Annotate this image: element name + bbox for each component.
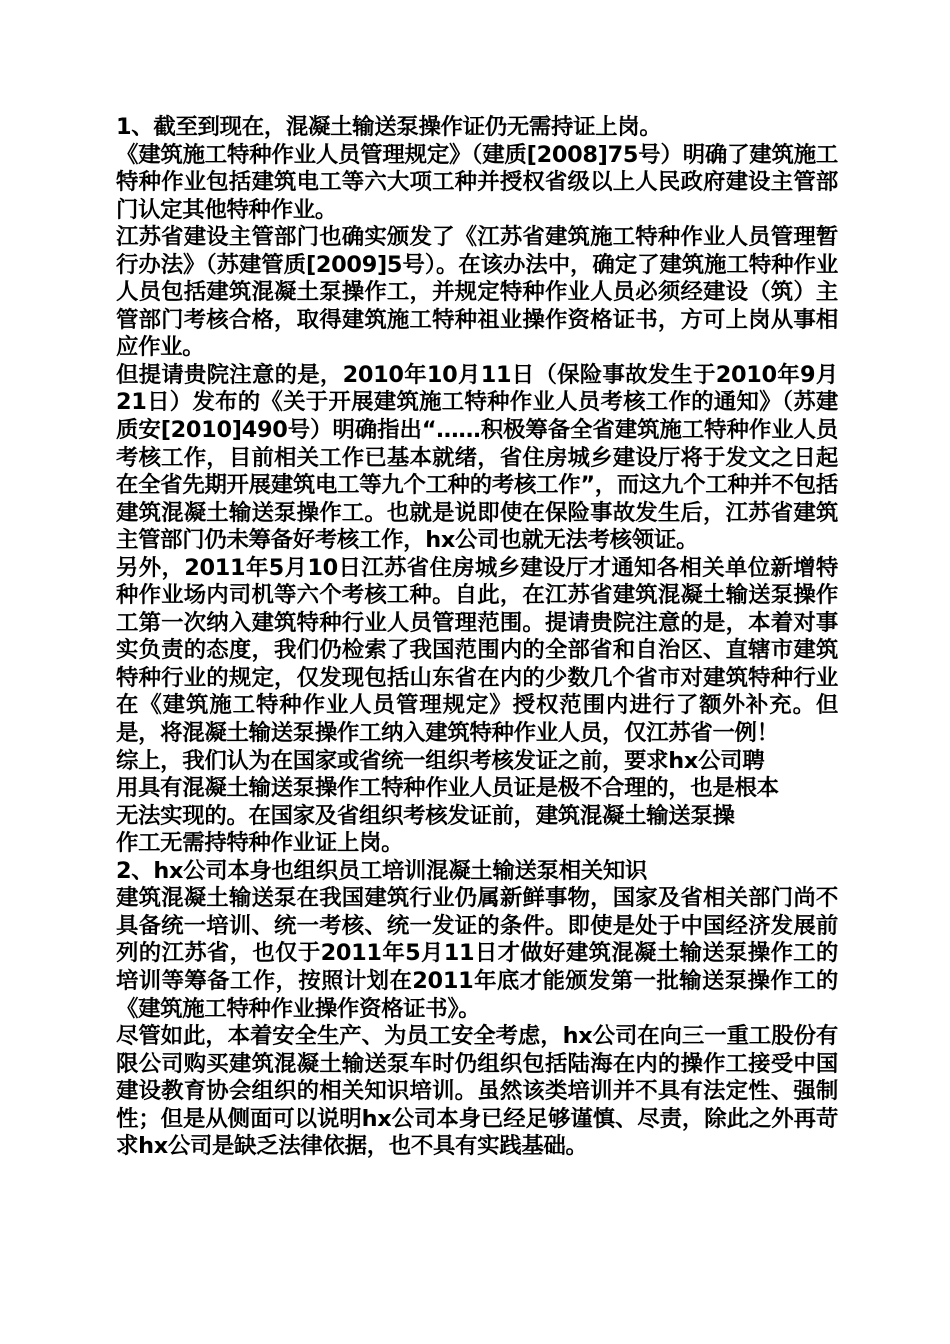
paragraph-2011-notice: 另外，2011年5月10日江苏省住房城乡建设厅才通知各相关单位新增特种作业场内司机等六个考核工种。自此，在江苏省建筑混凝土输送泵操作工第一次纳入建筑特种行业人员管理范围。提请贵院注意的是，本着对事实负责的态度，我们仍检索了我国范围内的全部省和自治区、直辖市建筑特种行业的规定，仅发现包括山东省在内的少数几个省市对建筑特种行业在《建筑施工特种作业人员管理规定》授权范围内进行了额外补充。但是，将混凝土输送泵操作工纳入建筑特种作业人员，仅江苏省一例！ xyxy=(116,554,838,747)
paragraph-jiangsu-measures: 江苏省建设主管部门也确实颁发了《江苏省建筑施工特种作业人员管理暂行办法》（苏建管质[2009]5号）。在该办法中，确定了建筑施工特种作业人员包括建筑混凝土泵操作工，并规定特种作业人员必须经建设（筑）主管部门考核合格，取得建筑施工特种祖业操作资格证书，方可上岗从事相应作业。 xyxy=(116,224,838,361)
conclusion-line: 无法实现的。在国家及省组织考核发证前，建筑混凝土输送泵操 xyxy=(116,802,735,829)
paragraph-2010-notice: 但提请贵院注意的是，2010年10月11日（保险事故发生于2010年9月21日）发布的《关于开展建筑施工特种作业人员考核工作的通知》（苏建质安[2010]490号）明确指出“……积极筹备全省建筑施工特种作业人员考核工作，目前相关工作已基本就绪，省住房城乡建设厅将于发文之日起在全省先期开展建筑电工等九个工种的考核工作”，而这九个工种并不包括建筑混凝土输送泵操作工。也就是说即使在保险事故发生后，江苏省建筑主管部门仍未筹备好考核工作，hx公司也就无法考核领证。 xyxy=(116,361,838,554)
conclusion-line: 作工无需持特种作业证上岗。 xyxy=(116,830,404,857)
document-body xyxy=(116,114,838,1161)
conclusion-line: 用具有混凝土输送泵操作工特种作业人员证是极不合理的，也是根本 xyxy=(116,775,779,802)
paragraph-new-technology: 建筑混凝土输送泵在我国建筑行业仍属新鲜事物，国家及省相关部门尚不具备统一培训、统一考核、统一发证的条件。即使是处于中国经济发展前列的江苏省，也仅于2011年5月11日才做好建筑混凝土输送泵操作工的培训等筹备工作，按照计划在2011年底才能颁发第一批输送泵操作工的《建筑施工特种作业操作资格证书》。 xyxy=(116,885,838,1022)
paragraph-training: 尽管如此，本着安全生产、为员工安全考虑，hx公司在向三一重工股份有限公司购买建筑混凝土输送泵车时仍组织包括陆海在内的操作工接受中国建设教育协会组织的相关知识培训。虽然该类培训并不具有法定性、强制性；但是从侧面可以说明hx公司本身已经足够谨慎、尽责，除此之外再苛求hx公司是缺乏法律依据，也不具有实践基础。 xyxy=(116,1023,838,1160)
heading-point-1: 1、截至到现在，混凝土输送泵操作证仍无需持证上岗。 xyxy=(116,114,662,140)
paragraph-regulation: 《建筑施工特种作业人员管理规定》（建质[2008]75号）明确了建筑施工特种作业包括建筑电工等六大项工种并授权省级以上人民政府建设主管部门认定其他特种作业。 xyxy=(116,141,838,223)
heading-point-2: 2、hx公司本身也组织员工培训混凝土输送泵相关知识 xyxy=(116,857,648,884)
paragraph-conclusion xyxy=(116,748,838,858)
conclusion-line: 综上，我们认为在国家或省统一组织考核发证之前，要求hx公司聘 xyxy=(116,747,765,774)
